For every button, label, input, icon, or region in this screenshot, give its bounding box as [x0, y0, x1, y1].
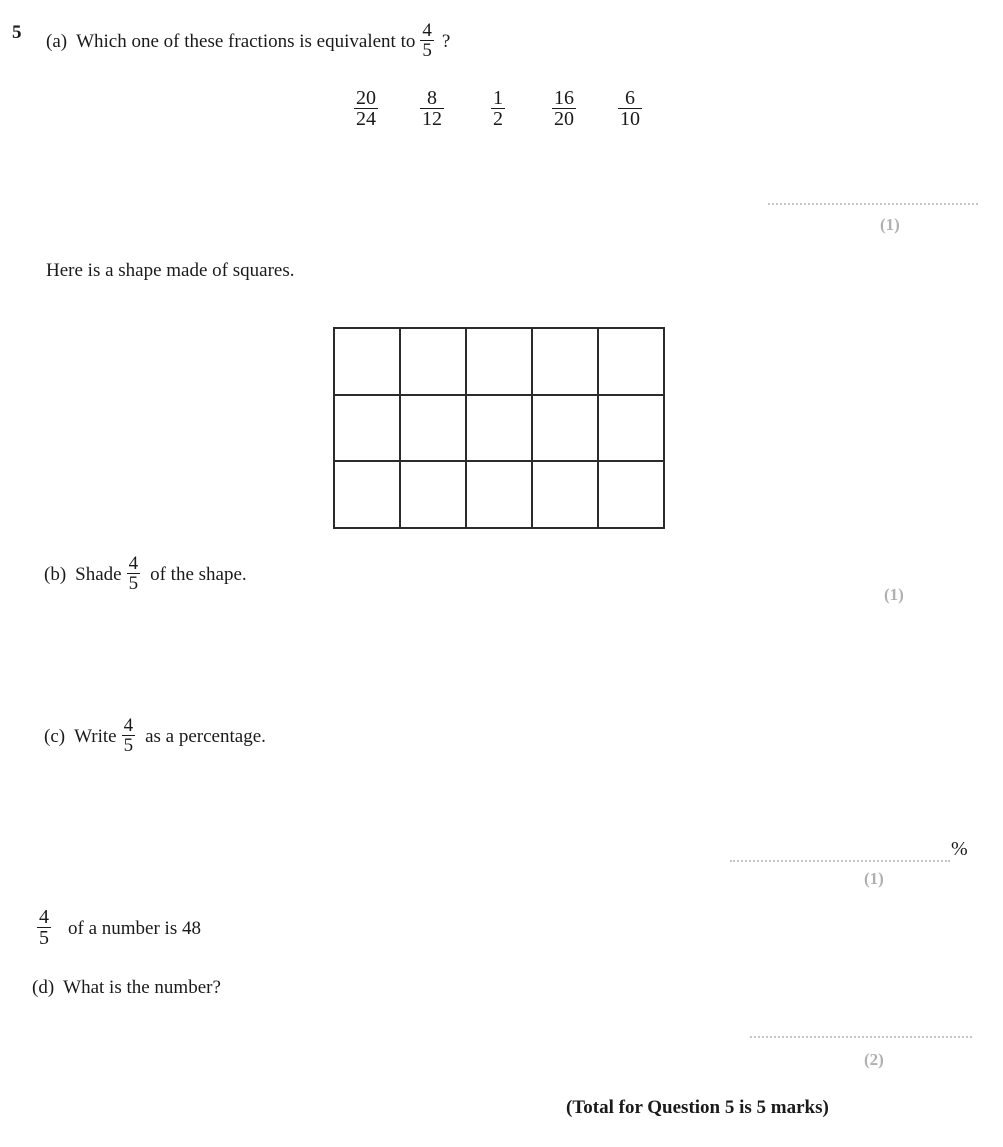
part-a-text-after: ?	[441, 30, 451, 52]
part-b-text-before: Shade	[75, 563, 122, 585]
part-a-fraction	[420, 21, 434, 61]
percent-unit-label: %	[951, 838, 968, 860]
question-total-text: (Total for Question 5 is 5 marks)	[566, 1097, 829, 1118]
fraction-option-numerator: 6	[625, 87, 635, 109]
part-c-answer-line[interactable]	[730, 860, 950, 862]
part-d-stem-text: of a number is 48	[68, 917, 201, 939]
grid-cell[interactable]	[401, 462, 467, 529]
part-c-fraction-numerator: 4	[123, 715, 134, 736]
part-b-label: (b)	[44, 563, 67, 585]
part-b-mark: (1)	[884, 585, 904, 604]
grid-cell[interactable]	[599, 396, 665, 463]
fraction-option-numerator: 8	[427, 87, 437, 109]
fraction-option-value	[491, 88, 505, 130]
shape-intro-text: Here is a shape made of squares.	[46, 260, 295, 281]
part-d-answer-line[interactable]	[750, 1036, 972, 1038]
grid-cell[interactable]	[467, 329, 533, 396]
part-a-fraction-numerator: 4	[422, 20, 432, 41]
grid-cell[interactable]	[467, 462, 533, 529]
grid-cell[interactable]	[335, 329, 401, 396]
part-a-prompt	[46, 22, 450, 62]
part-d-stem-fraction-denominator: 5	[39, 927, 49, 950]
part-a-fraction-denominator: 5	[422, 40, 432, 62]
part-d-prompt	[32, 977, 221, 999]
part-c-fraction-denominator: 5	[123, 735, 134, 757]
fraction-option[interactable]	[465, 88, 531, 130]
part-b-fraction	[127, 554, 141, 594]
part-c-fraction	[122, 716, 136, 756]
fraction-option-denominator: 2	[493, 108, 503, 131]
fraction-option-numerator: 1	[493, 87, 503, 109]
grid-cell[interactable]	[599, 462, 665, 529]
grid-cell[interactable]	[467, 396, 533, 463]
part-d-stem	[32, 908, 201, 950]
part-b-prompt	[44, 555, 247, 595]
fraction-option[interactable]	[333, 88, 399, 130]
part-b-fraction-denominator: 5	[128, 573, 139, 595]
part-d-text: What is the number?	[63, 977, 221, 998]
fraction-option-denominator: 24	[356, 108, 376, 131]
grid-cell[interactable]	[533, 329, 599, 396]
part-a-mark: (1)	[880, 215, 900, 234]
part-b-fraction-numerator: 4	[128, 553, 139, 574]
fraction-option-denominator: 10	[620, 108, 640, 131]
part-c-prompt	[44, 717, 266, 757]
grid-cell[interactable]	[401, 396, 467, 463]
part-d-stem-fraction-numerator: 4	[39, 906, 49, 928]
grid-cell[interactable]	[599, 329, 665, 396]
fraction-option-value	[552, 88, 576, 130]
part-d-stem-fraction	[37, 907, 51, 949]
question-number: 5	[12, 22, 22, 43]
fraction-option-denominator: 20	[554, 108, 574, 131]
fraction-option-value	[354, 88, 378, 130]
part-a-label: (a)	[46, 30, 68, 52]
part-c-text-before: Write	[74, 725, 117, 747]
grid-cell[interactable]	[335, 462, 401, 529]
fraction-option[interactable]	[531, 88, 597, 130]
fraction-option[interactable]	[597, 88, 663, 130]
part-c-mark: (1)	[864, 869, 884, 888]
fraction-option-value	[420, 88, 444, 130]
grid-cell[interactable]	[533, 396, 599, 463]
grid-cell[interactable]	[335, 396, 401, 463]
part-d-mark: (2)	[864, 1050, 884, 1069]
part-c-text-after: as a percentage.	[145, 725, 266, 747]
fraction-options-row	[333, 88, 663, 130]
part-a-answer-line[interactable]	[768, 203, 978, 205]
fraction-option-numerator: 20	[356, 87, 376, 109]
grid-cell[interactable]	[401, 329, 467, 396]
fraction-option-denominator: 12	[422, 108, 442, 131]
part-a-text-before: Which one of these fractions is equivalent to	[76, 30, 416, 52]
grid-cell[interactable]	[533, 462, 599, 529]
fraction-option-numerator: 16	[554, 87, 574, 109]
part-c-label: (c)	[44, 725, 66, 747]
part-b-text-after: of the shape.	[150, 563, 247, 585]
shape-square-grid[interactable]	[333, 327, 665, 529]
fraction-option-value	[618, 88, 642, 130]
fraction-option[interactable]	[399, 88, 465, 130]
part-d-label: (d)	[32, 977, 55, 998]
